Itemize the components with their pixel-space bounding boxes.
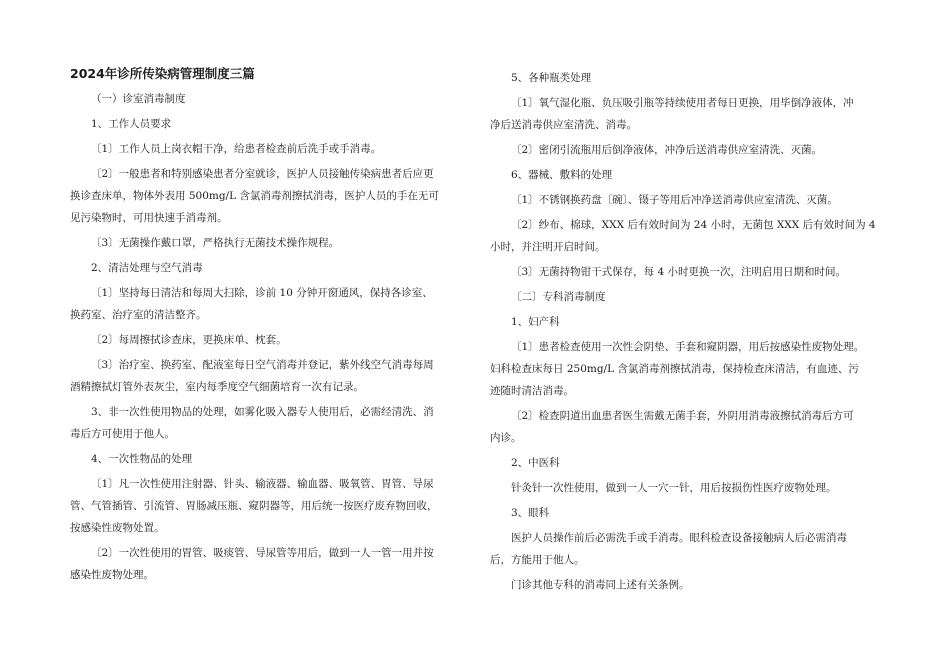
paragraph	[70, 282, 465, 326]
paragraph	[70, 88, 465, 110]
paragraph	[70, 542, 465, 586]
paragraph	[490, 336, 890, 402]
right-column-body	[490, 67, 890, 596]
paragraph	[490, 311, 890, 333]
paragraph	[490, 261, 890, 283]
paragraph-line: 酒精擦拭灯管外表灰尘，室内每季度空气细菌培育一次有记录。	[70, 381, 364, 393]
paragraph-line: 妇科检查床每日 250mg/L 含氯消毒剂擦拭消毒，保持检查床清洁，有血迹、污	[490, 363, 859, 375]
paragraph	[490, 214, 890, 258]
paragraph	[70, 138, 465, 160]
paragraph-line: 〔3〕无菌操作戴口罩，严格执行无菌技术操作规程。	[91, 237, 340, 249]
paragraph-line: 〔3〕治疗室、换药室、配液室每日空气消毒并登记，紫外线空气消毒每周	[91, 359, 434, 371]
paragraph-line: 门诊其他专科的消毒同上述有关条例。	[511, 579, 690, 591]
paragraph-line: 〔1〕坚持每日清洁和每周大扫除，诊前 10 分钟开窗通风，保持各诊室、	[91, 287, 433, 299]
paragraph	[70, 163, 465, 229]
paragraph-line: 〔2〕一般患者和特别感染患者分室就诊，医护人员接触传染病患者后应更	[91, 168, 434, 180]
paragraph-line: 2、中医科	[511, 457, 560, 469]
paragraph-line: 5、各种瓶类处理	[511, 72, 592, 84]
paragraph-line: 〔1〕不锈钢换药盘〔碗〕、镊子等用后冲净送消毒供应室清洗、灭菌。	[511, 194, 838, 206]
paragraph	[70, 448, 465, 470]
paragraph	[490, 67, 890, 89]
paragraph-line: 换药室、治疗室的清洁整齐。	[70, 309, 207, 321]
paragraph-line: 医护人员操作前后必需洗手或手消毒。眼科检查设备接触病人后必需消毒	[511, 532, 847, 544]
paragraph-line: 〔3〕无菌持物钳干式保存，每 4 小时更换一次，注明启用日期和时间。	[511, 266, 847, 278]
paragraph	[490, 139, 890, 161]
left-column-body	[70, 88, 465, 586]
paragraph	[490, 452, 890, 474]
paragraph-line: 毒后方可使用于他人。	[70, 428, 175, 440]
right-column	[490, 64, 890, 596]
paragraph-line: 〔2〕一次性使用的胃管、吸痰管、导尿管等用后，做到一人一管一用并按	[91, 547, 434, 559]
paragraph	[490, 92, 890, 136]
document-title: 2024年诊所传染病管理制度三篇	[70, 66, 255, 81]
paragraph-line: 1、妇产科	[511, 316, 560, 328]
paragraph-line: 3、非一次性使用物品的处理，如雾化吸入器专人使用后，必需经清洗、消	[91, 406, 434, 418]
paragraph-line: 1、工作人员要求	[91, 118, 172, 130]
paragraph-line: 净后送消毒供应室清洗、消毒。	[490, 119, 637, 131]
paragraph	[490, 164, 890, 186]
left-column	[70, 64, 465, 586]
paragraph-line: 〔2〕纱布、棉球，XXX 后有效时间为 24 小时，无菌包 XXX 后有效时间为 4	[511, 219, 876, 231]
paragraph	[490, 574, 890, 596]
paragraph-line: 按感染性废物处置。	[70, 522, 165, 534]
paragraph-line: 6、器械、敷料的处理	[511, 169, 613, 181]
paragraph	[70, 401, 465, 445]
paragraph	[490, 527, 890, 571]
paragraph-line: （一）诊室消毒制度	[91, 93, 186, 105]
paragraph-line: 〔2〕检查阴道出血患者医生需戴无菌手套，外阴用消毒液擦拭消毒后方可	[511, 410, 854, 422]
paragraph	[490, 405, 890, 449]
paragraph-line: 感染性废物处理。	[70, 569, 154, 581]
paragraph-line: 迹随时清洁消毒。	[490, 385, 574, 397]
paragraph	[70, 113, 465, 135]
paragraph-line: 〔1〕患者检查使用一次性会阴垫、手套和窥阴器，用后按感染性废物处理。	[511, 341, 865, 353]
paragraph-line: 换诊查床单，物体外表用 500mg/L 含氯消毒剂擦拭消毒，医护人员的手在无可	[70, 190, 439, 202]
paragraph	[490, 477, 890, 499]
paragraph-line: 3、眼科	[511, 507, 550, 519]
paragraph-line: 后，方能用于他人。	[490, 554, 585, 566]
paragraph	[490, 189, 890, 211]
paragraph-line: 〔1〕凡一次性使用注射器、针头、输液器、输血器、吸氧管、胃管、导尿	[91, 478, 434, 490]
paragraph	[70, 354, 465, 398]
paragraph-line: 〔1〕工作人员上岗衣帽干净，给患者检查前后洗手或手消毒。	[91, 143, 382, 155]
paragraph	[70, 473, 465, 539]
paragraph	[490, 286, 890, 308]
paragraph-line: 内诊。	[490, 432, 522, 444]
paragraph	[70, 329, 465, 351]
paragraph-line: 4、一次性物品的处理	[91, 453, 193, 465]
paragraph-line: 管、气管插管、引流管、胃肠减压瓶、窥阴器等，用后统一按医疗废弃物回收，	[70, 500, 438, 512]
paragraph-line: 〔2〕密闭引流瓶用后倒净液体，冲净后送消毒供应室清洗、灭菌。	[511, 144, 823, 156]
paragraph-line: 针灸针一次性使用，做到一人一穴一针，用后按损伤性医疗废物处理。	[511, 482, 837, 494]
paragraph-line: 见污染物时，可用快速手消毒剂。	[70, 212, 228, 224]
paragraph-line: 〔1〕氧气湿化瓶、负压吸引瓶等持续使用者每日更换，用毕倒净液体，冲	[511, 97, 854, 109]
paragraph-line: 〔2〕每周擦拭诊查床，更换床单、枕套。	[91, 334, 287, 346]
paragraph	[490, 502, 890, 524]
paragraph-line: 2、清洁处理与空气消毒	[91, 262, 203, 274]
paragraph-line: 小时，并注明开启时间。	[490, 241, 606, 253]
paragraph	[70, 257, 465, 279]
paragraph	[70, 232, 465, 254]
paragraph-line: 〔二〕专科消毒制度	[511, 291, 606, 303]
